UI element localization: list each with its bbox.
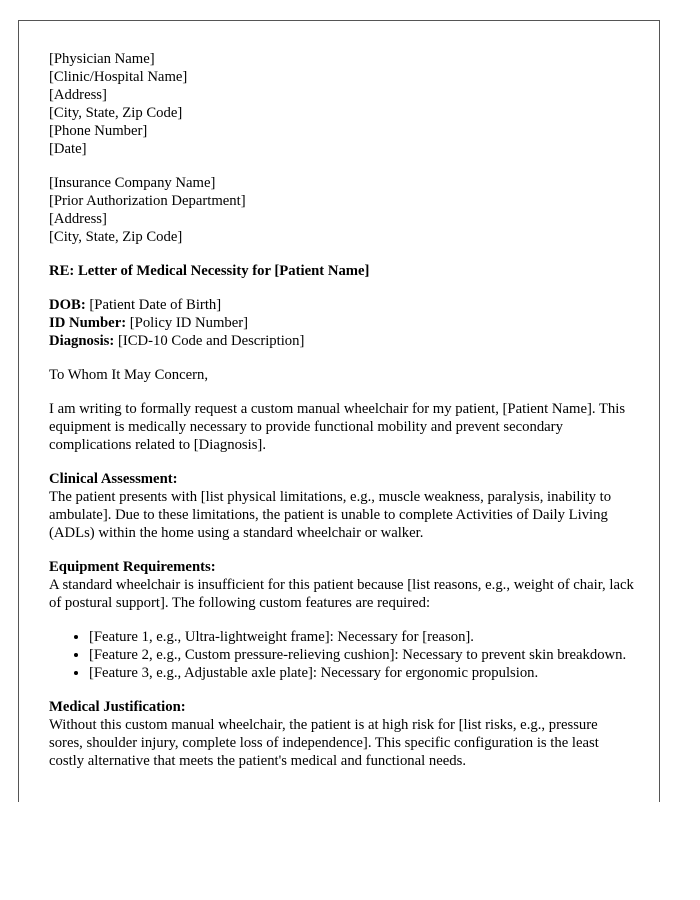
intro-paragraph: I am writing to formally request a custom manual wheelchair for my patient, [Patient Name]. This equipment is medically necessary to provide functional mobility and prevent secondary complications related to [Diagnosis]. xyxy=(49,401,626,453)
equipment-requirements-section xyxy=(49,558,634,682)
physician-name: [Physician Name] xyxy=(49,51,155,67)
recipient-department: [Prior Authorization Department] xyxy=(49,193,246,209)
sender-phone: [Phone Number] xyxy=(49,123,148,139)
diagnosis-line xyxy=(49,332,634,350)
medical-justification-body: Without this custom manual wheelchair, the patient is at high risk for [list risks, e.g., pressure sores, shoulder injury, complete loss of independence]. This specific configuration is the least costly alternative that meets the patient's medical and functional needs. xyxy=(49,717,599,769)
dob-line xyxy=(49,296,634,314)
equipment-requirements-body: A standard wheelchair is insufficient for this patient because [list reasons, e.g., weight of chair, lack of postural support]. The following custom features are required: xyxy=(49,577,634,611)
clinical-assessment-body: The patient presents with [list physical limitations, e.g., muscle weakness, paralysis, inability to ambulate]. Due to these limitations, the patient is unable to complete Activities of Daily Living (ADLs) within the home using a standard wheelchair or walker. xyxy=(49,489,612,541)
diagnosis-value: [ICD-10 Code and Description] xyxy=(114,333,305,349)
medical-justification-section xyxy=(49,698,634,770)
clinical-assessment-title: Clinical Assessment: xyxy=(49,471,178,487)
diagnosis-label: Diagnosis: xyxy=(49,333,115,349)
patient-info-block xyxy=(49,296,634,350)
medical-justification-title: Medical Justification: xyxy=(49,699,186,715)
id-line xyxy=(49,314,634,332)
list-item: • [Feature 3, e.g., Adjustable axle plate]: Necessary for ergonomic propulsion. xyxy=(89,664,634,682)
clinic-name: [Clinic/Hospital Name] xyxy=(49,69,188,85)
subject-line: RE: Letter of Medical Necessity for [Patient Name] xyxy=(49,263,370,279)
list-item: • [Feature 1, e.g., Ultra-lightweight frame]: Necessary for [reason]. xyxy=(89,628,634,646)
sender-address: [Address] xyxy=(49,87,107,103)
dob-value: [Patient Date of Birth] xyxy=(85,297,222,313)
id-label: ID Number: xyxy=(49,315,127,331)
list-item: • [Feature 2, e.g., Custom pressure-relieving cushion]: Necessary to prevent skin breakdown. xyxy=(89,646,634,664)
equipment-requirements-title: Equipment Requirements: xyxy=(49,559,216,575)
salutation: To Whom It May Concern, xyxy=(49,367,209,383)
recipient-block xyxy=(49,174,634,246)
clinical-assessment-section xyxy=(49,470,634,542)
recipient-city-state-zip: [City, State, Zip Code] xyxy=(49,229,183,245)
sender-block xyxy=(49,50,634,158)
feature-list xyxy=(49,628,634,682)
letter-date: [Date] xyxy=(49,141,87,157)
sender-city-state-zip: [City, State, Zip Code] xyxy=(49,105,183,121)
insurance-company: [Insurance Company Name] xyxy=(49,175,216,191)
letter-content xyxy=(49,50,634,786)
dob-label: DOB: xyxy=(49,297,86,313)
letter-page xyxy=(18,20,660,802)
recipient-address: [Address] xyxy=(49,211,107,227)
id-value: [Policy ID Number] xyxy=(126,315,249,331)
